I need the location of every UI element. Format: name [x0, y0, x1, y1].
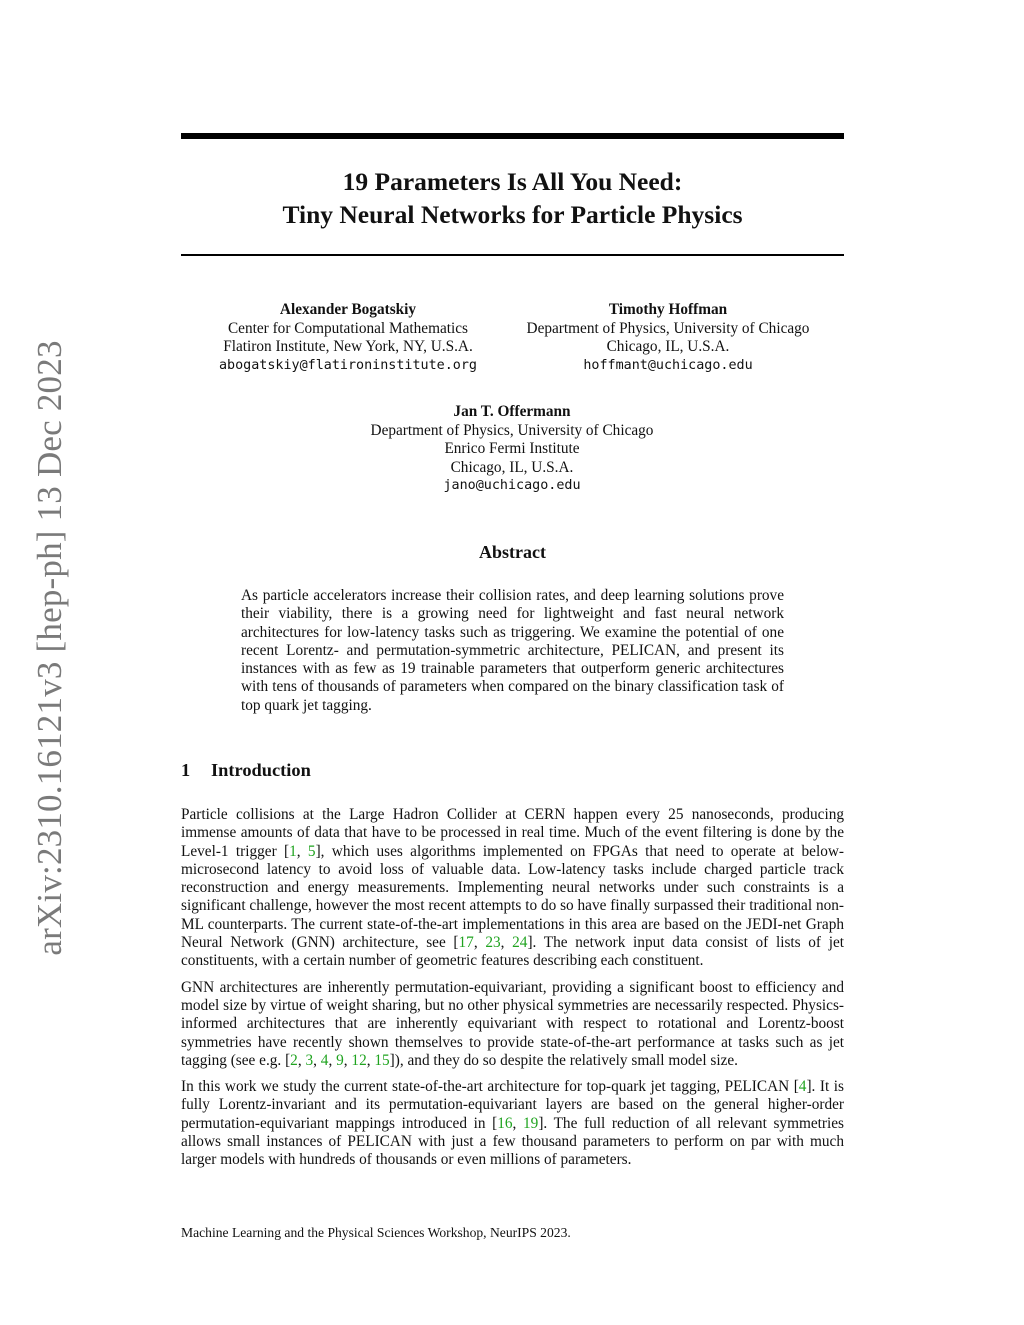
author-email[interactable]: abogatskiy@flatironinstitute.org [219, 357, 477, 373]
title-top-rule [181, 133, 844, 139]
paragraph-text: GNN architectures are inherently permutation-equivariant, providing a significant boost to efficiency and model size by virtue of weight sharing, but no other physical symmetries are necessarily respected. Physics-informed architectures that are inherently equivariant with respect to rotational and Lorentz-boost symmetries have recently shown themselves to provide state-of-the-art performance at tasks such as jet tagging (see e.g. [ [181, 978, 844, 1069]
paragraph-text: ], which uses algorithms implemented on FPGAs that need to operate at below-microsecond latency to avoid loss of valuable data. Low-latency tasks include charged particle track reconstruction and energy measurements. Implementing neural networks under such constraints is a significant challenge, however the most recent attempts to do so have finally surpassed their traditional non-ML counterparts. The current state-of-the-art implementations in this area are based on the JEDI-net Graph Neural Network (GNN) architecture, see [ [181, 842, 844, 952]
paper-title [181, 165, 844, 231]
paragraph-text: ]. It is fully Lorentz-invariant and its permutation-equivariant layers are based on the general higher-order permutation-equivariant mappings introduced in [ [181, 1078, 844, 1132]
author-affiliation: Flatiron Institute, New York, NY, U.S.A. [223, 338, 473, 355]
paragraph-text: , [296, 842, 308, 860]
abstract-body: As particle accelerators increase their collision rates, and deep learning solutions prove their viability, there is a growing need for lightweight and fast neural network architectures for low-latency tasks such as triggering. We examine the potential of one recent Lorentz- and permutation-symmetric architecture, PELICAN, and present its instances with as few as 19 trainable parameters that outperform generic architectures with tens of thousands of parameters when compared on the binary classification task of top quark jet tagging. [241, 587, 784, 714]
author-name: Jan T. Offermann [453, 403, 571, 420]
footer-venue: Machine Learning and the Physical Sciences Workshop, NeurIPS 2023. [181, 1225, 571, 1240]
author-name: Alexander Bogatskiy [279, 301, 417, 318]
section-heading [181, 760, 311, 781]
paragraph-text: , [473, 934, 486, 952]
author-affiliation: Enrico Fermi Institute [444, 440, 580, 457]
citation-link[interactable]: 4 [320, 1051, 329, 1069]
paragraph-text: , [343, 1051, 352, 1069]
citation-link[interactable]: 2 [290, 1051, 298, 1069]
section-title: Introduction [211, 760, 311, 780]
paragraph-text: In this work we study the current state-of-the-art architecture for top-quark jet tagging, PELICAN [ [181, 1078, 799, 1096]
author-block-2 [510, 301, 826, 375]
citation-link[interactable]: 1 [289, 842, 297, 860]
paragraph-text: ]. The full reduction of all relevant symmetries allows small instances of PELICAN with just a few thousand parameters to perform on par with much larger models with hundreds of thousands or even millions of parameters. [181, 1114, 844, 1169]
citation-link[interactable]: 17 [458, 934, 474, 952]
paragraph-text: , [328, 1051, 337, 1069]
author-affiliation: Chicago, IL, U.S.A. [606, 338, 730, 355]
introduction-body [181, 806, 844, 1178]
citation-link[interactable]: 23 [485, 934, 501, 952]
paragraph-text: , [512, 1114, 524, 1132]
section-number: 1 [181, 760, 191, 780]
paragraph-text: ]), and they do so despite the relatively small model size. [389, 1051, 739, 1069]
paragraph-text: , [297, 1051, 306, 1069]
citation-link[interactable]: 3 [305, 1051, 314, 1069]
author-affiliation: Department of Physics, University of Chicago [526, 319, 810, 337]
citation-link[interactable]: 24 [512, 934, 528, 952]
title-line-2: Tiny Neural Networks for Particle Physics [282, 200, 743, 229]
paragraph-text: , [313, 1051, 321, 1069]
paragraph-text: , [366, 1051, 375, 1069]
citation-link[interactable]: 16 [497, 1114, 513, 1132]
paragraph-3 [181, 1078, 844, 1169]
abstract-heading: Abstract [479, 542, 546, 562]
citation-link[interactable]: 5 [307, 842, 316, 860]
author-block-3 [300, 403, 724, 496]
citation-link[interactable]: 12 [351, 1051, 367, 1069]
author-affiliation: Chicago, IL, U.S.A. [450, 458, 574, 476]
author-email[interactable]: hoffmant@uchicago.edu [583, 357, 753, 373]
author-email[interactable]: jano@uchicago.edu [443, 478, 581, 493]
arxiv-identifier-stamp: arXiv:2310.16121v3 [hep-ph] 13 Dec 2023 [30, 340, 69, 956]
paragraph-2 [181, 979, 844, 1070]
citation-link[interactable]: 19 [523, 1114, 539, 1132]
paragraph-text: Particle collisions at the Large Hadron Collider at CERN happen every 25 nanoseconds, producing immense amounts of data that have to be processed in real time. Much of the event filtering is done by the Level-1 trigger [ [181, 806, 844, 860]
author-block-1 [190, 301, 506, 375]
paragraph-text: , [500, 934, 513, 952]
citation-link[interactable]: 15 [374, 1051, 390, 1069]
author-affiliation: Department of Physics, University of Chicago [370, 421, 654, 439]
citation-link[interactable]: 9 [336, 1051, 344, 1069]
paragraph-text: ]. The network input data consist of lists of jet constituents, with a certain number of geometric features describing each constituent. [181, 934, 844, 970]
title-bottom-rule [181, 254, 844, 256]
title-line-1: 19 Parameters Is All You Need: [342, 167, 683, 196]
author-name: Timothy Hoffman [608, 301, 728, 318]
author-affiliation: Center for Computational Mathematics [227, 319, 468, 337]
citation-link[interactable]: 4 [798, 1078, 807, 1096]
paragraph-1 [181, 806, 844, 971]
